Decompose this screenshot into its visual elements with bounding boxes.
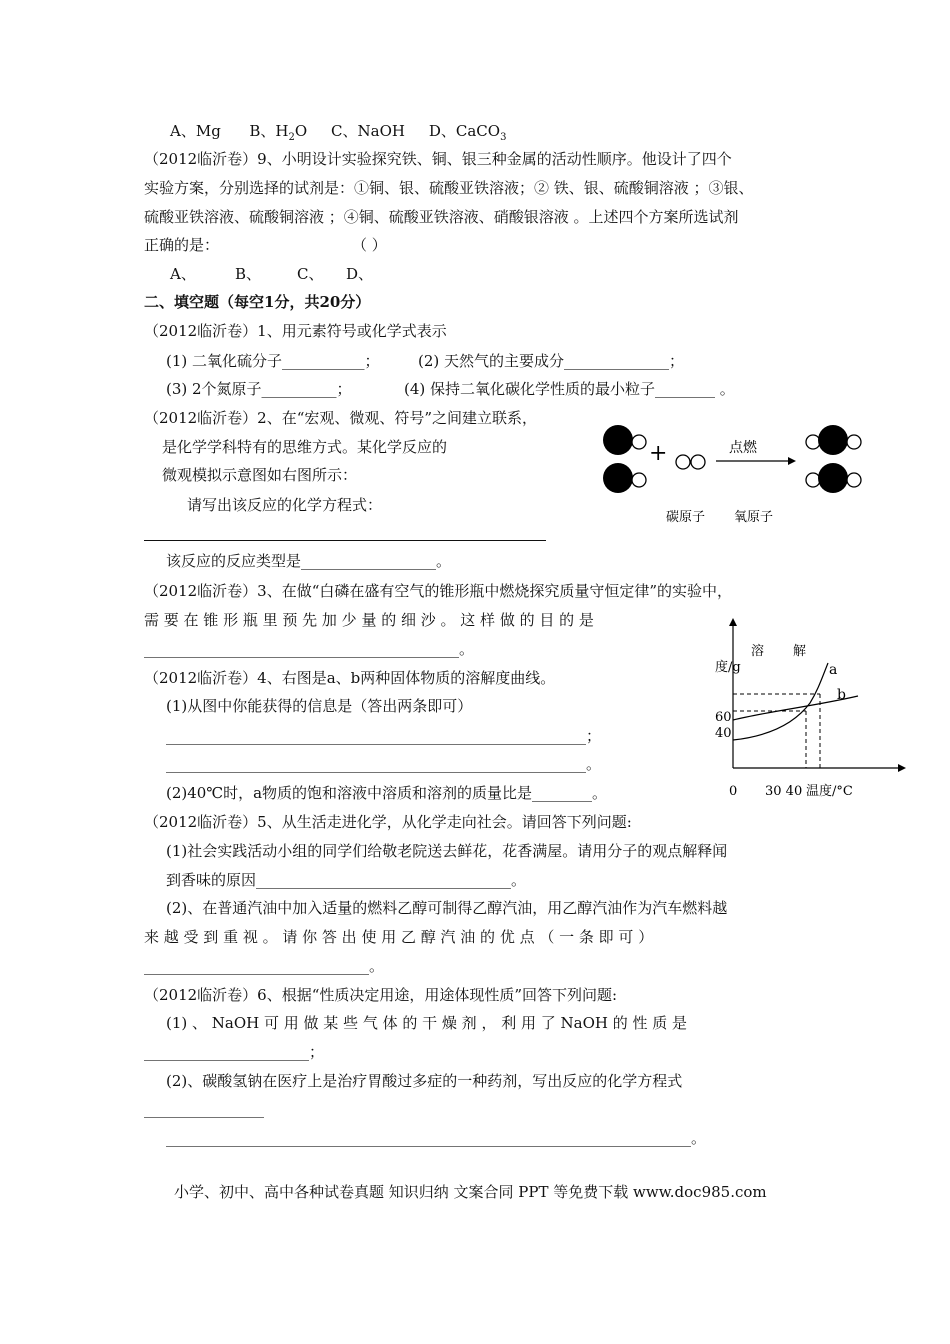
reactant-molecule-1 [603,425,646,455]
f2-line-2: 是化学学科特有的思维方式。某化学反应的 [162,438,448,456]
y-tick-40: 40 [715,726,732,741]
f1-part-1: (1) 二氧化硫分子___________； [166,352,380,370]
page-footer: 小学、初中、高中各种试卷真题 知识归纳 文案合同 PPT 等免费下载 www.doc985.com [174,1183,767,1201]
f1-part-4: (4) 保持二氧化碳化学性质的最小粒子________ 。 [404,380,735,398]
f3-line-2: 需 要 在 锥 形 瓶 里 预 先 加 少 量 的 细 沙 。 这 样 做 的 目 的 是 [144,611,594,629]
f1-stem: （2012临沂卷）1、用元素符号或化学式表示 [144,322,447,340]
f6-line-5: ________________ [144,1100,264,1118]
reactant-molecule-2 [603,463,646,493]
q8-options [170,120,506,149]
curve-b-label: b [837,687,846,703]
x-tick-30-40: 30 40 [765,784,803,799]
f4-blank-2: ________________________________________________________。 [166,755,602,773]
f5-line-5: 来 越 受 到 重 视 。 请 你 答 出 使 用 乙 醇 汽 油 的 优 点 （ 一 条 即 可 ） [144,928,654,946]
reaction-arrow [716,457,796,465]
q9-line-3: 硫酸亚铁溶液、硫酸铜溶液 ；④铜、硫酸亚铁溶液、硝酸银溶液 。上述四个方案所选试剂 [144,208,739,226]
f2-line-1: （2012临沂卷）2、在“宏观、微观、符号”之间建立联系， [144,409,538,427]
f4-line-2: (1)从图中你能获得的信息是（答出两条即可） [166,697,473,715]
f4-blank-1: ________________________________________________________； [166,727,602,745]
chart-axes [729,618,906,772]
y-axis-label-2: 解 [793,644,807,659]
q9-option-b: B、 [235,265,262,283]
q9-option-d: D、 [346,265,374,283]
f5-line-4: (2)、在普通汽油中加入适量的燃料乙醇可制得乙醇汽油，用乙醇汽油作为汽车燃料越 [166,899,728,917]
f4-line-5: (2)40℃时，a物质的饱和溶液中溶质和溶剂的质量比是________。 [166,784,608,802]
legend-oxygen: 氧原子 [734,510,774,525]
oxygen-molecule [676,455,705,469]
f6-line-3: ______________________； [144,1043,325,1061]
f6-line-4: (2)、碳酸氢钠在医疗上是治疗胃酸过多症的一种药剂，写出反应的化学方程式 [166,1072,683,1090]
q8-option-c: C、NaOH [331,122,405,140]
f1-part-2: (2) 天然气的主要成分______________； [418,352,685,370]
q9-line-4: 正确的是： [144,236,220,254]
product-molecule-1 [806,425,861,455]
q9-answer-paren: （ ） [352,236,387,254]
section-heading: 二、填空题（每空1分，共20分） [144,293,371,311]
q9-option-a: A、 [170,265,196,283]
f4-line-1: （2012临沂卷）4、右图是a、b两种固体物质的溶解度曲线。 [144,669,556,687]
f5-line-2: (1)社会实践活动小组的同学们给敬老院送去鲜花，花香满屋。请用分子的观点解释闻 [166,842,728,860]
f2-reaction-type: 该反应的反应类型是__________________。 [166,552,452,570]
f6-line-2: (1) 、 NaOH 可 用 做 某 些 气 体 的 干 燥 剂 ， 利 用 了 NaOH 的 性 质 是 [166,1014,688,1032]
plus-sign: + [649,441,668,466]
q8-option-d: D、CaCO$_3$ [428,122,507,143]
f2-line-3: 微观模拟示意图如右图所示： [162,466,358,484]
q8-option-b: B、$H_2O$ [249,122,308,143]
q9-option-c: C、 [297,265,324,283]
reaction-diagram [596,418,876,530]
f2-line-4: 请写出该反应的化学方程式： [187,496,383,514]
f6-line-6: ______________________________________________________________________。 [166,1129,707,1147]
q9-line-2: 实验方案，分别选择的试剂是：①铜、银、硫酸亚铁溶液；② 铁、银、硫酸铜溶液 ；③银、 [144,179,754,197]
curve-a-label: a [829,662,838,678]
f5-line-1: （2012临沂卷）5、从生活走进化学，从化学走向社会。请回答下列问题: [144,813,632,831]
q8-option-a: A、Mg [170,122,221,140]
arrow-label: 点燃 [729,440,757,456]
y-axis-label-3: 度/g [715,660,741,675]
q9-line-1: （2012临沂卷）9、小明设计实验探究铁、铜、银三种金属的活动性顺序。他设计了四个 [144,150,732,168]
product-molecule-2 [806,463,861,493]
legend-carbon: 碳原子 [666,510,706,525]
f2-answer-line [144,540,546,541]
curve-a [733,663,828,740]
f3-line-3: __________________________________________。 [144,640,475,658]
x-tick-0: 0 [729,784,738,799]
y-axis-label-1: 溶 [751,644,765,659]
f6-line-1: （2012临沂卷）6、根据“性质决定用途，用途体现性质”回答下列问题: [144,986,618,1004]
x-axis-label: 温度/°C [806,784,853,799]
f1-part-3: (3) 2个氮原子__________； [166,380,352,398]
f5-line-6: ______________________________。 [144,957,385,975]
solubility-chart [700,618,915,803]
y-tick-60: 60 [715,710,732,725]
dashed-guides [733,694,820,768]
f5-line-3: 到香味的原因__________________________________。 [166,871,527,889]
f3-line-1: （2012临沂卷）3、在做“白磷在盛有空气的锥形瓶中燃烧探究质量守恒定律”的实验中， [144,582,733,600]
